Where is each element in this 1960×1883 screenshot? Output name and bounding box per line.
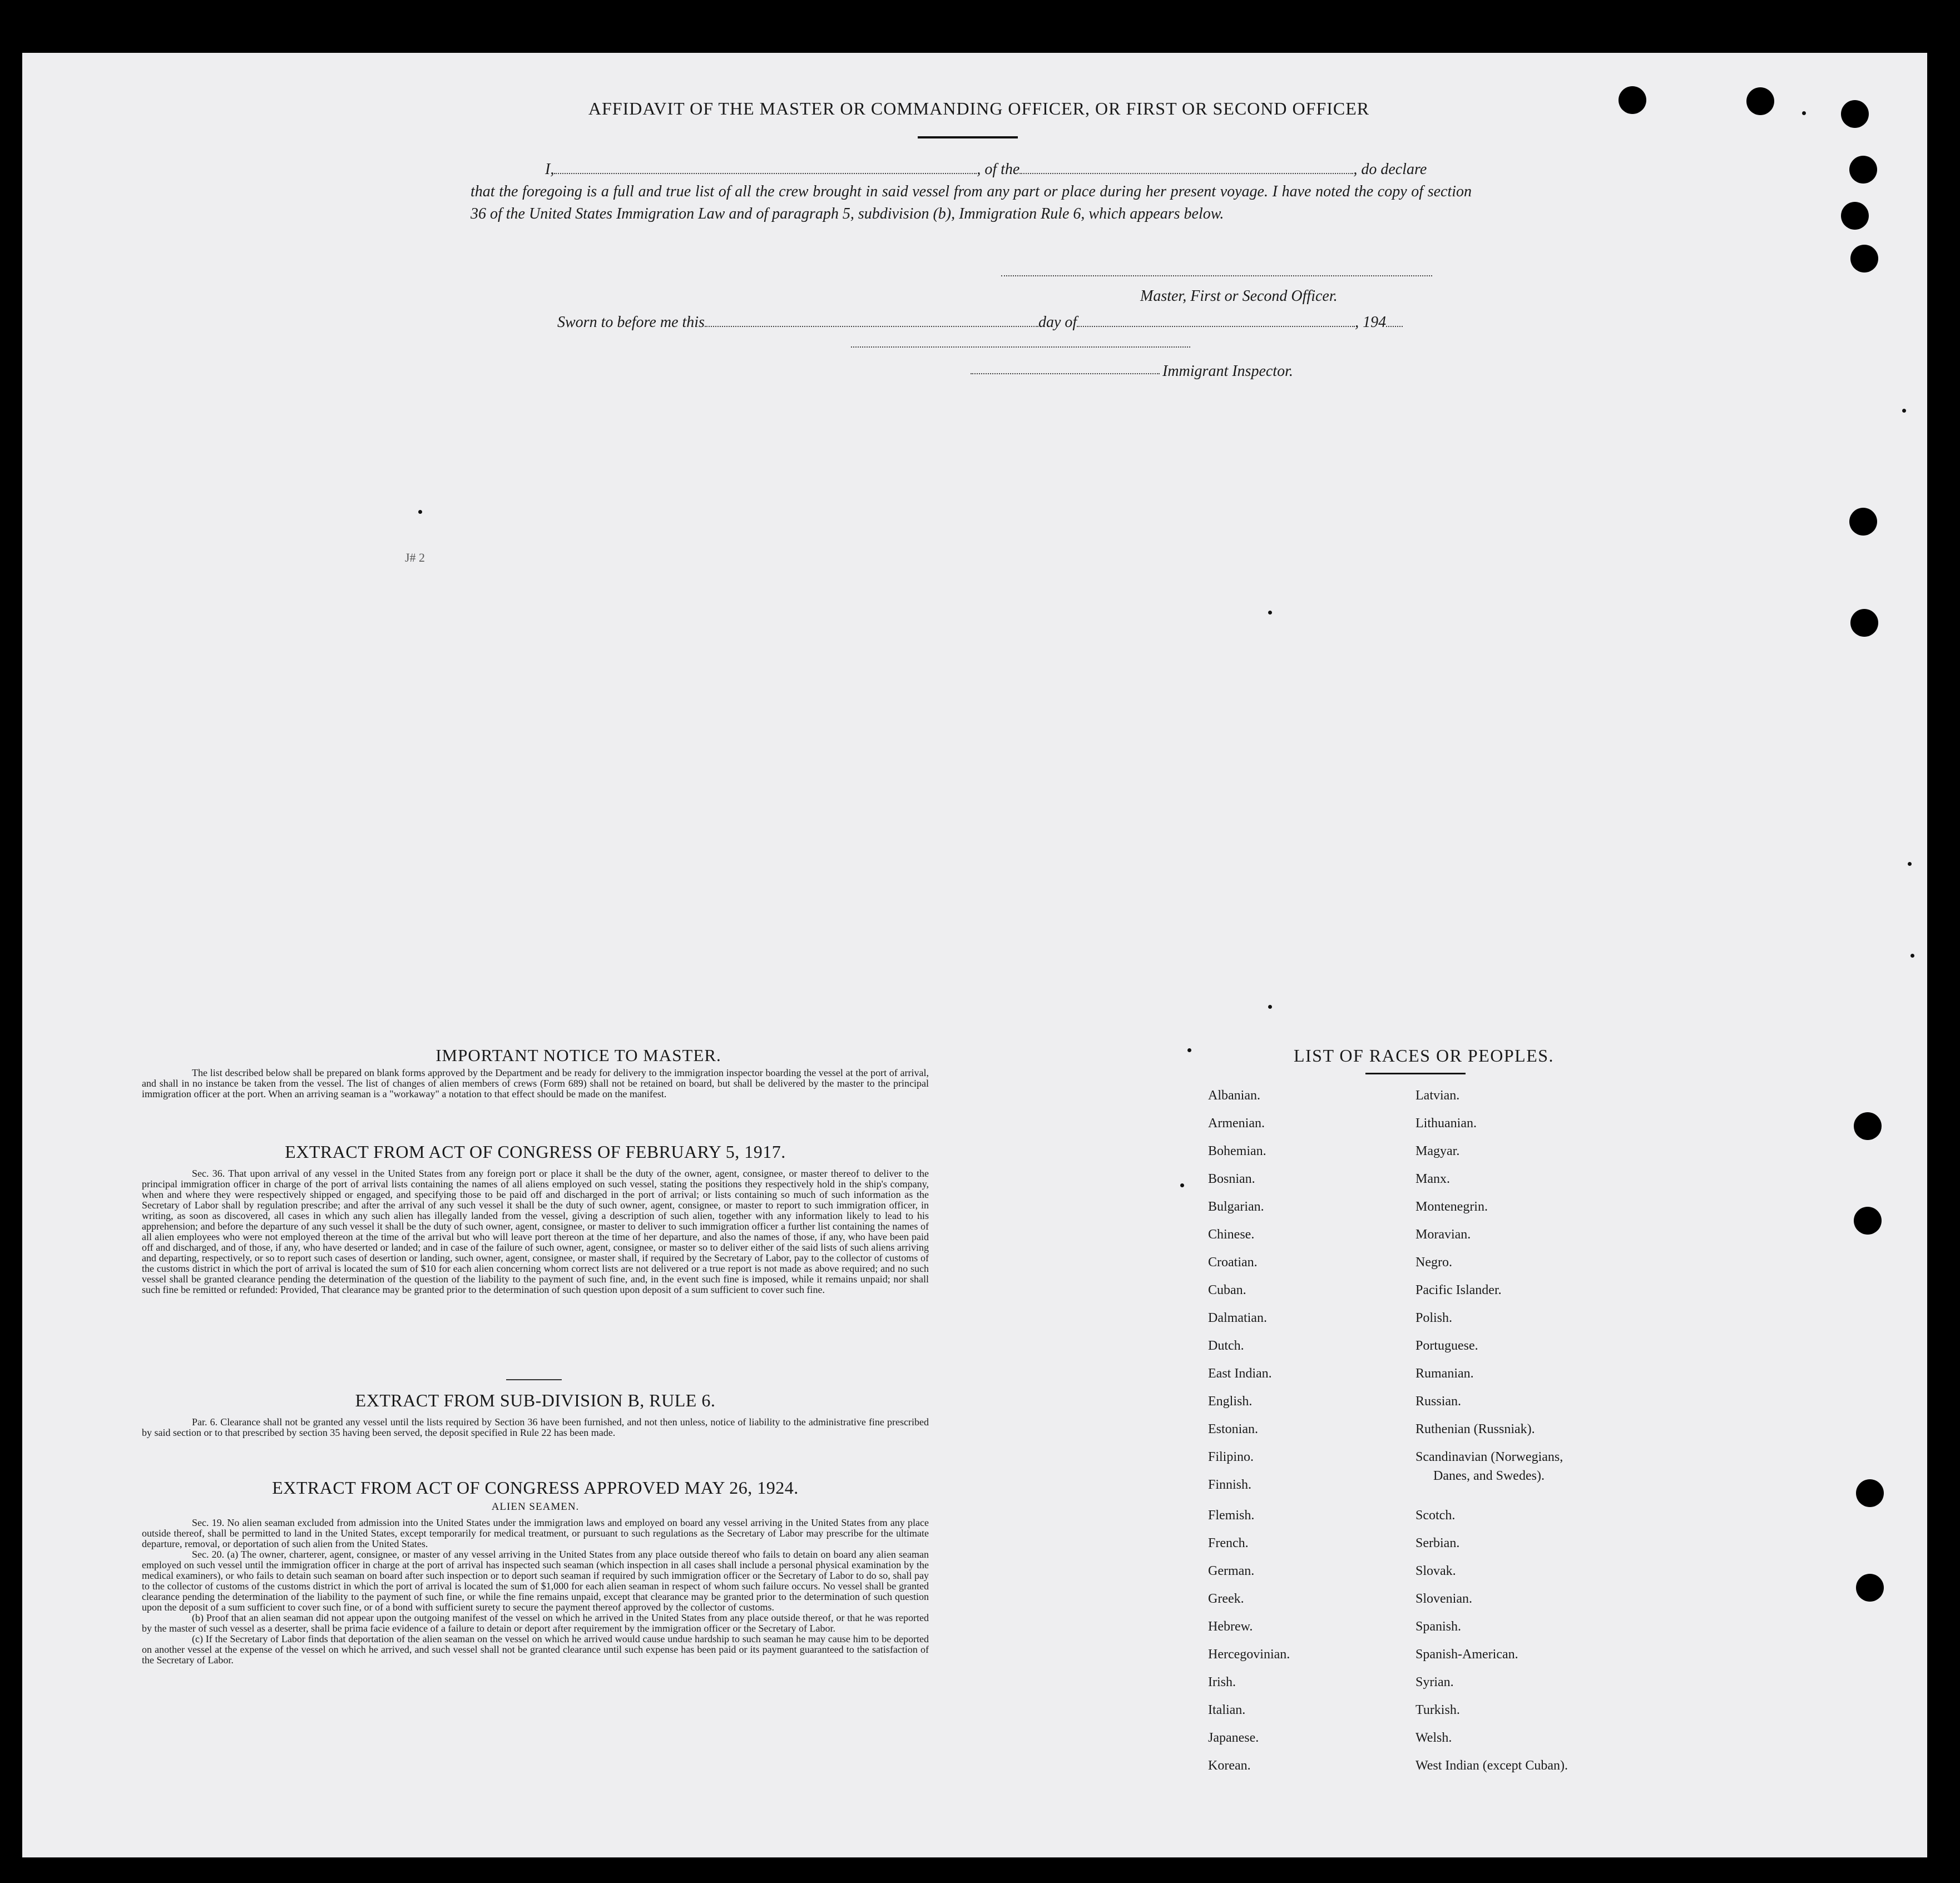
ink-speck bbox=[1180, 1183, 1184, 1187]
ink-speck bbox=[1187, 1048, 1191, 1052]
race-left-item: French. bbox=[1208, 1536, 1249, 1550]
extract-1924-title: EXTRACT FROM ACT OF CONGRESS APPROVED MAY 26, 1924. bbox=[272, 1478, 799, 1498]
ink-speck bbox=[1902, 409, 1906, 413]
extract-1924-para-sec19: Sec. 19. No alien seaman excluded from admission into the United States under the immigration laws and employed on board any vessel arriving in the United States from any place outside thereof, shall be permitted to land in the United States, except temporarily for medical treatment, or pursuant to such regulations as the Secretary of Labor may prescribe for the ultimate departure, removal, or deportation of such alien from the United States. bbox=[142, 1517, 929, 1549]
race-left-item: East Indian. bbox=[1208, 1366, 1272, 1381]
sworn-day-of: day of bbox=[1038, 314, 1077, 331]
title-underline bbox=[918, 136, 1018, 138]
inspector-signature-line[interactable] bbox=[971, 373, 1160, 374]
race-right-item: Lithuanian. bbox=[1415, 1116, 1477, 1131]
race-left-item: Armenian. bbox=[1208, 1116, 1265, 1131]
punch-hole bbox=[1849, 156, 1877, 184]
extract-1924-para-b: (b) Proof that an alien seaman did not appear upon the outgoing manifest of the vessel on which he arrived in the United States from any place outside thereof, or that he was reported by the master of such vessel as a deserter, shall be prima facie evidence of a failure to detain or deport after requirement by the immigration officer or the Secretary of Labor. bbox=[142, 1612, 929, 1634]
race-right-item: Slovenian. bbox=[1415, 1592, 1472, 1606]
extract-rule6-block bbox=[142, 1417, 929, 1438]
ink-speck bbox=[1910, 954, 1914, 958]
race-right-item: Russian. bbox=[1415, 1394, 1462, 1409]
extract-rule6-body: Par. 6. Clearance shall not be granted any vessel until the lists required by Section 36 have been furnished, and not then unless, notice of liability to the administrative fine prescribed by said section or to that prescribed by section 35 having been served, the deposit specified in Rule 22 has been made. bbox=[142, 1416, 929, 1438]
race-left-item: Bohemian. bbox=[1208, 1144, 1266, 1158]
ink-speck bbox=[1908, 862, 1912, 866]
race-right-item: West Indian (except Cuban). bbox=[1415, 1758, 1568, 1773]
affidavit-body: that the foregoing is a full and true list of all the crew brought in said vessel from any part or place during her present voyage. I have noted the copy of section 36 of the United States Immigration Law and of paragraph 5, subdivision (b), Immigration Rule 6, which appears below. bbox=[471, 183, 1472, 222]
race-right-item: Scotch. bbox=[1415, 1508, 1456, 1523]
punch-hole bbox=[1856, 1574, 1884, 1602]
punch-hole bbox=[1854, 1207, 1882, 1235]
race-left-item: English. bbox=[1208, 1394, 1253, 1409]
race-left-item: Hebrew. bbox=[1208, 1619, 1253, 1634]
race-left-item: Greek. bbox=[1208, 1592, 1244, 1606]
punch-hole bbox=[1619, 86, 1646, 114]
race-right-item: Slovak. bbox=[1415, 1564, 1456, 1578]
ink-speck bbox=[418, 510, 422, 514]
race-left-item: Estonian. bbox=[1208, 1422, 1258, 1436]
race-left-item: Bosnian. bbox=[1208, 1172, 1255, 1186]
race-left-item: Albanian. bbox=[1208, 1088, 1260, 1103]
race-left-item: Dalmatian. bbox=[1208, 1311, 1267, 1325]
race-right-item: Portuguese. bbox=[1415, 1339, 1478, 1353]
punch-hole bbox=[1856, 1479, 1884, 1507]
race-left-item: Flemish. bbox=[1208, 1508, 1255, 1523]
races-title: LIST OF RACES OR PEOPLES. bbox=[1293, 1045, 1555, 1066]
race-left-item: Hercegovinian. bbox=[1208, 1647, 1290, 1662]
race-right-item: Moravian. bbox=[1415, 1227, 1471, 1242]
race-right-item: Danes, and Swedes). bbox=[1433, 1469, 1545, 1483]
notice-body-block bbox=[142, 1068, 929, 1099]
ink-speck bbox=[1268, 1005, 1272, 1009]
race-left-item: Italian. bbox=[1208, 1703, 1246, 1717]
race-right-item: Ruthenian (Russniak). bbox=[1415, 1422, 1535, 1436]
notice-body: The list described below shall be prepared on blank forms approved by the Department and be ready for delivery to the immigration inspector boarding the vessel at the port of arrival, and shall in no instance be taken from the vessel. The list of changes of alien members of crews (Form 689) shall not be retained on board, but shall be delivered by the master to the principal immigration officer at the port. When an arriving seaman is a "workaway" a notation to that effect should be made on the manifest. bbox=[142, 1067, 929, 1099]
sworn-prefix: Sworn to before me this bbox=[557, 314, 705, 331]
extract-1924-para-sec20a: Sec. 20. (a) The owner, charterer, agent, consignee, or master of any vessel arriving in the United States from any place outside thereof who fails to detain on board any alien seaman employed on such vessel until the immigration officer in charge at the port of arrival has inspected such seaman (which inspection in all cases shall include a personal physical examination by the medical examiners), or who fails to detain such seaman on board after such inspection or to deport such seaman if required by such immigration officer or the Secretary of Labor to do so, shall pay to the collector of customs of the customs district in which the port of arrival is located the sum of $1,000 for each alien seaman in respect of whom such failure occurs. No vessel shall be granted clearance pending the determination of the liability to the payment of such fine, or while the fine remains unpaid, except that clearance may be granted prior to the determination of such question upon the deposit of a sum sufficient to cover such fine, or of a bond with sufficient surety to secure the payment thereof approved by the collector of customs. bbox=[142, 1549, 929, 1613]
punch-hole bbox=[1850, 609, 1878, 637]
race-right-item: Serbian. bbox=[1415, 1536, 1460, 1550]
punch-hole bbox=[1850, 245, 1878, 272]
race-left-item: Filipino. bbox=[1208, 1450, 1254, 1464]
race-right-item: Syrian. bbox=[1415, 1675, 1454, 1689]
affidavit-i: I, bbox=[545, 161, 555, 178]
extract-1924-subtitle: ALIEN SEAMEN. bbox=[491, 1501, 580, 1513]
extract-rule6-title: EXTRACT FROM SUB-DIVISION B, RULE 6. bbox=[355, 1390, 716, 1410]
sworn-line bbox=[557, 311, 1492, 334]
race-right-item: Montenegrin. bbox=[1415, 1200, 1488, 1214]
extract-1917-title: EXTRACT FROM ACT OF CONGRESS OF FEBRUARY 5, 1917. bbox=[285, 1142, 786, 1162]
sworn-year: , 194 bbox=[1355, 314, 1387, 331]
race-left-item: Irish. bbox=[1208, 1675, 1236, 1689]
sworn-day-blank[interactable] bbox=[705, 313, 1038, 327]
race-right-item: Turkish. bbox=[1415, 1703, 1460, 1717]
race-left-item: German. bbox=[1208, 1564, 1255, 1578]
punch-hole bbox=[1849, 508, 1877, 536]
extract-1917-body: Sec. 36. That upon arrival of any vessel in the United States from any foreign port or place it shall be the duty of the owner, agent, consignee, or master thereof to deliver to the principal immigration officer in charge of the port of arrival lists containing the names of all aliens employed on such vessel, stating the positions they respectively hold in the ship's company, when and where they were respectively shipped or engaged, and specifying those to be paid off and discharged in the port of arrival; or lists containing so much of such information as the Secretary of Labor shall by regulation prescribe; and after the arrival of any such vessel it shall be the duty of such owner, agent, consignee, or master to report to such immigration officer, in writing, as soon as discovered, all cases in which any such alien has illegally landed from the vessel, giving a description of such alien, together with any information likely to lead to his apprehension; and before the departure of any such vessel it shall be the duty of such owner, agent, consignee, or master to deliver to such immigration officer a further list containing the names of all alien employees who were not employed thereon at the time of the arrival but who will leave port thereon at the time of her departure, and also the names of those, if any, who have been paid off and discharged, and of those, if any, who have deserted or landed; and in case of the failure of such owner, agent, consignee, or master so to deliver either of the said lists of such aliens arriving and departing, respectively, or so to report such cases of desertion or landing, such owner, agent, consignee, or master shall, if required by the Secretary of Labor, pay to the collector of customs of the customs district in which the port of arrival is located the sum of $10 for each alien concerning whom correct lists are not delivered or a true report is not made as above required; and no such vessel shall be granted clearance pending the determination of the question of the liability to the payment of such fine, and, in the event such fine is imposed, while it remains unpaid; nor shall such fine be remitted or refunded: Provided, That clearance may be granted prior to the determination of such question upon deposit of a sum sufficient to cover such fine. bbox=[142, 1168, 929, 1295]
race-left-item: Chinese. bbox=[1208, 1227, 1255, 1242]
extract-1924-para-c: (c) If the Secretary of Labor finds that deportation of the alien seaman on the vessel on which he arrived would cause undue hardship to such seaman he may cause him to be deported on another vessel at the expense of the vessel on which he arrived, and such vessel shall not be granted clearance until such expense has been paid or its payment guaranteed to the satisfaction of the Secretary of Labor. bbox=[142, 1633, 929, 1666]
race-right-item: Spanish. bbox=[1415, 1619, 1462, 1634]
race-right-item: Manx. bbox=[1415, 1172, 1450, 1186]
extract-1917-block bbox=[142, 1168, 929, 1295]
race-right-item: Spanish-American. bbox=[1415, 1647, 1518, 1662]
master-signature-line[interactable] bbox=[1001, 275, 1432, 276]
race-right-item: Magyar. bbox=[1415, 1144, 1460, 1158]
race-left-item: Bulgarian. bbox=[1208, 1200, 1264, 1214]
affidavit-do-declare: , do declare bbox=[1353, 161, 1427, 178]
race-right-item: Negro. bbox=[1415, 1255, 1452, 1270]
master-caption: Master, First or Second Officer. bbox=[1140, 288, 1338, 305]
race-left-item: Japanese. bbox=[1208, 1731, 1259, 1745]
race-right-item: Rumanian. bbox=[1415, 1366, 1474, 1381]
affidavit-of-the: , of the bbox=[977, 161, 1020, 178]
race-right-item: Pacific Islander. bbox=[1415, 1283, 1502, 1297]
inspector-upper-line[interactable] bbox=[851, 346, 1190, 348]
extract-1924-block bbox=[142, 1518, 929, 1666]
faint-stamp: J# 2 bbox=[405, 551, 425, 564]
separator-rule bbox=[506, 1379, 562, 1380]
punch-hole bbox=[1746, 87, 1774, 115]
ink-speck bbox=[1268, 611, 1272, 615]
notice-title: IMPORTANT NOTICE TO MASTER. bbox=[435, 1045, 721, 1065]
sworn-month-blank[interactable] bbox=[1077, 313, 1355, 327]
race-left-item: Korean. bbox=[1208, 1758, 1251, 1773]
name-blank[interactable] bbox=[554, 160, 977, 174]
ink-speck bbox=[1802, 111, 1806, 115]
race-left-item: Croatian. bbox=[1208, 1255, 1258, 1270]
inspector-caption: Immigrant Inspector. bbox=[1162, 363, 1293, 380]
race-right-item: Scandinavian (Norwegians, bbox=[1415, 1450, 1563, 1464]
punch-hole bbox=[1841, 202, 1869, 230]
race-right-item: Polish. bbox=[1415, 1311, 1453, 1325]
race-left-item: Cuban. bbox=[1208, 1283, 1246, 1297]
vessel-blank[interactable] bbox=[1019, 160, 1353, 174]
affidavit-title: AFFIDAVIT OF THE MASTER OR COMMANDING OFFICER, OR FIRST OR SECOND OFFICER bbox=[588, 98, 1370, 118]
races-title-underline bbox=[1365, 1073, 1466, 1074]
document-sheet bbox=[22, 53, 1927, 1857]
year-blank[interactable] bbox=[1386, 313, 1403, 327]
affidavit-line-1 bbox=[545, 158, 1463, 181]
race-left-item: Dutch. bbox=[1208, 1339, 1244, 1353]
race-right-item: Welsh. bbox=[1415, 1731, 1452, 1745]
punch-hole bbox=[1854, 1112, 1882, 1140]
race-left-item: Finnish. bbox=[1208, 1478, 1252, 1492]
punch-hole bbox=[1841, 100, 1869, 128]
race-right-item: Latvian. bbox=[1415, 1088, 1460, 1103]
